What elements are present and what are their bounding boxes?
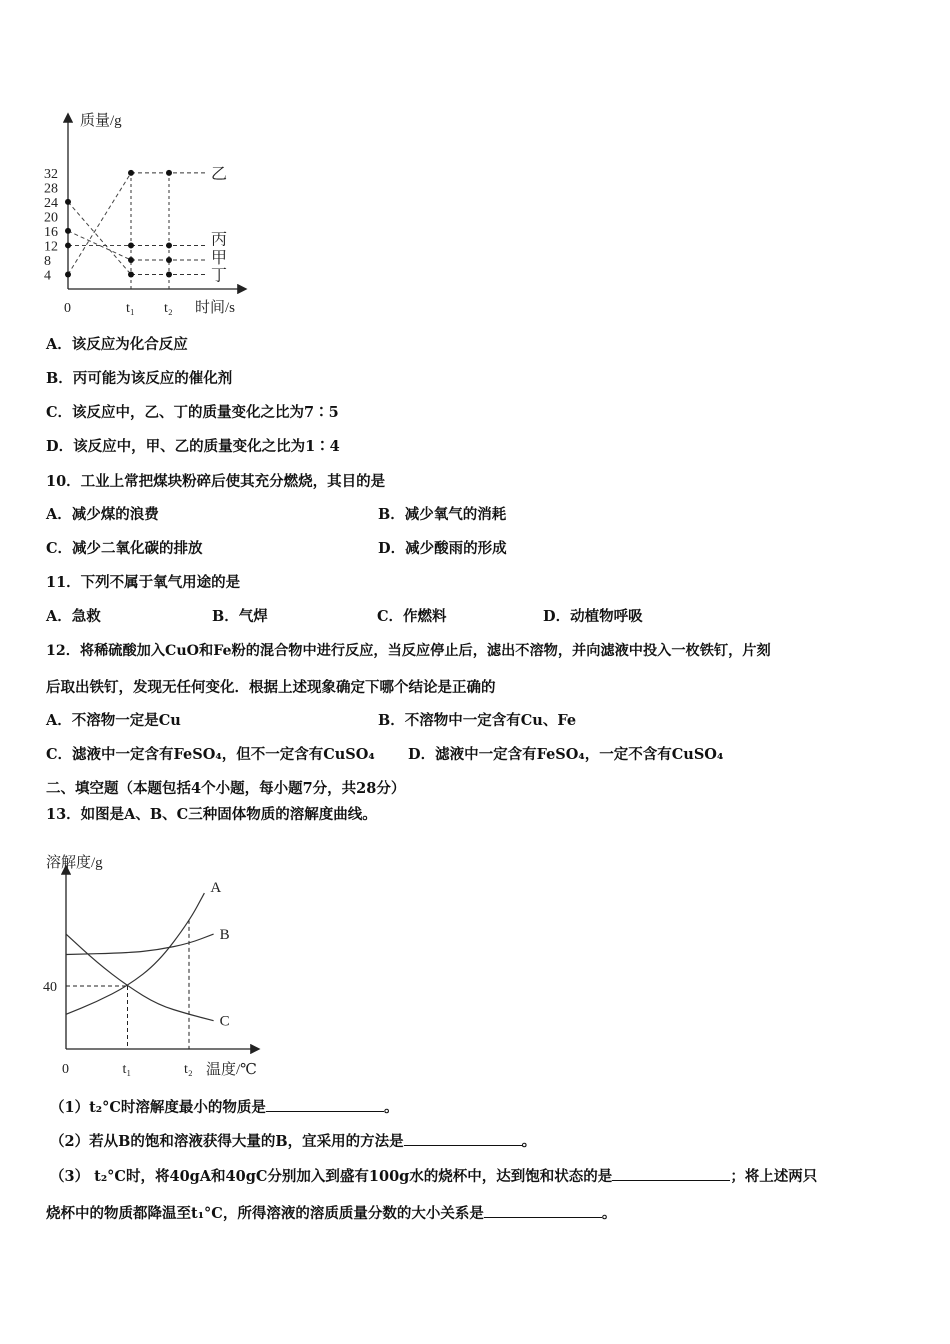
q12-stem-line1: 12．将稀硫酸加入CuO和Fe粉的混合物中进行反应，当反应停止后，滤出不溶物，并向滤液中投入一枚铁钉，片刻 — [46, 643, 771, 659]
curve-C — [66, 934, 214, 1021]
series-label: 丙 — [211, 231, 228, 249]
series-line-丁 — [68, 202, 131, 275]
origin-label: 0 — [64, 301, 71, 316]
q12-option-b: B．不溶物中一定含有Cu、Fe — [378, 712, 577, 729]
solubility-chart — [40, 845, 280, 1085]
q11-option-c: C．作燃料 — [377, 608, 447, 625]
q10-option-b: B．减少氧气的消耗 — [378, 506, 507, 523]
answer-blank-3[interactable] — [612, 1166, 730, 1181]
q11-option-b: B．气焊 — [212, 608, 268, 625]
mass-time-chart — [40, 105, 300, 325]
data-point-丙 — [128, 242, 134, 248]
q13-part2 — [50, 1131, 536, 1152]
y-tick-label: 12 — [44, 239, 58, 255]
origin-label: 0 — [62, 1062, 69, 1077]
y-tick-label: 20 — [44, 210, 58, 226]
y-tick-label: 40 — [43, 980, 57, 995]
q11-option-d: D．动植物呼吸 — [543, 608, 643, 625]
q13-part1 — [50, 1097, 398, 1118]
data-point-甲 — [166, 257, 172, 263]
q13-part2-end: 。 — [521, 1133, 537, 1150]
q11-stem: 11．下列不属于氧气用途的是 — [46, 574, 241, 591]
q9-option-c: C．该反应中，乙、丁的质量变化之比为7∶5 — [46, 404, 339, 421]
curve-B — [66, 934, 214, 954]
q13-part3-text2: 烧杯中的物质都降温至t₁°C，所得溶液的溶质质量分数的大小关系是 — [46, 1205, 484, 1222]
series-label: 甲 — [211, 249, 228, 267]
q11-option-a: A．急救 — [46, 608, 101, 625]
answer-blank-1[interactable] — [266, 1097, 384, 1112]
q13-stem: 13．如图是A、B、C三种固体物质的溶解度曲线。 — [46, 806, 377, 823]
data-point-乙 — [128, 170, 134, 176]
answer-blank-2[interactable] — [404, 1131, 522, 1146]
answer-blank-4[interactable] — [484, 1203, 602, 1218]
q12-option-a: A．不溶物一定是Cu — [46, 712, 181, 729]
x-axis-label: 时间/s — [195, 300, 236, 316]
data-point-乙 — [166, 170, 172, 176]
q10-option-d: D．减少酸雨的形成 — [378, 540, 507, 557]
q10-stem: 10．工业上常把煤块粉碎后使其充分燃烧，其目的是 — [46, 473, 386, 490]
y-tick-label: 28 — [44, 181, 58, 197]
curve-label: A — [210, 880, 222, 897]
y-tick-label: 16 — [44, 224, 58, 240]
curve-label: B — [219, 927, 230, 944]
q13-part3-text: （3） t₂°C时，将40gA和40gC分别加入到盛有100g水的烧杯中，达到饱和状态的是 — [50, 1168, 613, 1185]
q13-part1-end: 。 — [383, 1099, 399, 1116]
q10-option-c: C．减少二氧化碳的排放 — [46, 540, 203, 557]
data-point-甲 — [128, 257, 134, 263]
series-label: 乙 — [211, 165, 228, 183]
q13-part3-end: 。 — [601, 1205, 617, 1222]
section-heading: 二、填空题（本题包括4个小题，每小题7分，共28分） — [46, 780, 406, 797]
data-point-乙 — [65, 271, 71, 277]
y-tick-label: 8 — [44, 253, 51, 269]
x-tick-label: t₁ — [122, 1062, 132, 1077]
q13-part1-text: （1）t₂°C时溶解度最小的物质是 — [50, 1099, 266, 1116]
q9-option-b: B．丙可能为该反应的催化剂 — [46, 370, 233, 387]
q13-part3-mid: ；将上述两只 — [730, 1168, 818, 1185]
data-point-甲 — [65, 228, 71, 234]
data-point-丁 — [128, 271, 134, 277]
series-line-乙 — [68, 173, 131, 275]
x-tick-label: t₁ — [126, 301, 135, 316]
x-tick-label: t₂ — [164, 301, 173, 316]
y-axis-label: 质量/g — [80, 113, 122, 129]
data-point-丁 — [65, 199, 71, 205]
q13-part3 — [50, 1166, 817, 1187]
series-label: 丁 — [211, 267, 228, 285]
q13-part2-text: （2）若从B的饱和溶液获得大量的B，宜采用的方法是 — [50, 1133, 404, 1150]
data-point-丙 — [166, 242, 172, 248]
y-tick-label: 32 — [44, 166, 58, 182]
y-tick-label: 4 — [44, 268, 51, 284]
q12-option-c: C．滤液中一定含有FeSO₄，但不一定含有CuSO₄ — [46, 746, 375, 763]
x-tick-label: t₂ — [184, 1062, 193, 1077]
q12-option-d: D．滤液中一定含有FeSO₄，一定不含有CuSO₄ — [408, 746, 724, 763]
y-axis-label: 溶解度/g — [46, 855, 103, 871]
q12-stem-line2: 后取出铁钉，发现无任何变化．根据上述现象确定下哪个结论是正确的 — [46, 679, 496, 696]
data-point-丁 — [166, 271, 172, 277]
q10-option-a: A．减少煤的浪费 — [46, 506, 159, 523]
q9-option-a: A．该反应为化合反应 — [46, 336, 188, 353]
y-tick-label: 24 — [44, 195, 58, 211]
curve-label: C — [219, 1013, 230, 1030]
data-point-丙 — [65, 242, 71, 248]
q13-part3-cont — [46, 1203, 616, 1224]
q9-option-d: D．该反应中，甲、乙的质量变化之比为1∶4 — [46, 438, 340, 455]
x-axis-label: 温度/℃ — [206, 1062, 257, 1078]
